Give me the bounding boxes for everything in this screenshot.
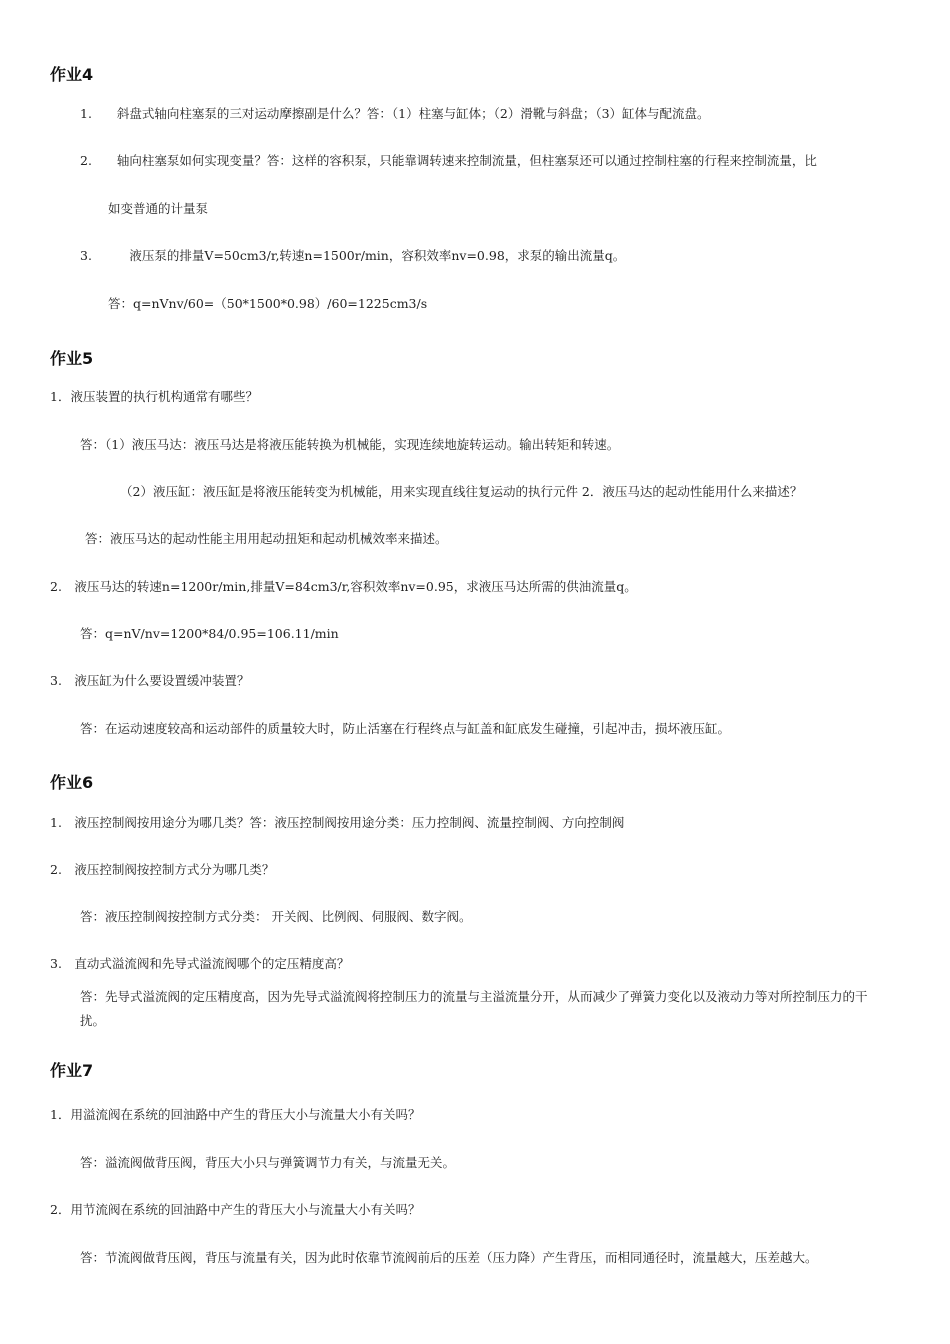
hw4-q2: 2. 轴向柱塞泵如何实现变量？答：这样的容积泵，只能靠调转速来控制流量，但柱塞泵还可以通过控制柱塞的行程来控制流量，比 xyxy=(80,153,817,168)
hw7-q1: 1．用溢流阀在系统的回油路中产生的背压大小与流量大小有关吗？ xyxy=(50,1107,421,1122)
section-title-hw5: 作业5 xyxy=(50,349,94,368)
hw4-q2-cont: 如变普通的计量泵 xyxy=(108,201,209,216)
hw5-q1: 1．液压装置的执行机构通常有哪些？ xyxy=(50,389,258,404)
hw4-q3: 3. 液压泵的排量V=50cm3/r,转速n=1500r/min，容积效率nv=0.98，求泵的输出流量q。 xyxy=(80,248,626,263)
hw5-a1-3: 答：液压马达的起动性能主用用起动扭矩和起动机械效率来描述。 xyxy=(85,531,448,546)
hw5-a1-1: 答：（1）液压马达：液压马达是将液压能转换为机械能，实现连续地旋转运动。输出转矩和转速。 xyxy=(80,437,620,452)
hw6-q1: 1. 液压控制阀按用途分为哪几类？答：液压控制阀按用途分类：压力控制阀、流量控制阀、方向控制阀 xyxy=(50,815,625,830)
hw5-q3: 3. 液压缸为什么要设置缓冲装置？ xyxy=(50,673,250,688)
hw5-a2: 答：q=nV/nv=1200*84/0.95=106.11/min xyxy=(80,626,339,641)
hw7-a1: 答：溢流阀做背压阀，背压大小只与弹簧调节力有关，与流量无关。 xyxy=(80,1155,456,1170)
hw6-q3: 3. 直动式溢流阀和先导式溢流阀哪个的定压精度高？ xyxy=(50,956,350,971)
hw5-q2: 2. 液压马达的转速n=1200r/min,排量V=84cm3/r,容积效率nv=0.95，求液压马达所需的供油流量q。 xyxy=(50,579,637,594)
hw5-a1-2: （2）液压缸：液压缸是将液压能转变为机械能，用来实现直线往复运动的执行元件 2．液压马达的起动性能用什么来描述？ xyxy=(120,484,803,499)
section-title-hw7: 作业7 xyxy=(50,1061,94,1080)
hw6-a3: 答：先导式溢流阀的定压精度高，因为先导式溢流阀将控制压力的流量与主溢流量分开，从而减少了弹簧力变化以及液动力等对所控制压力的干扰。 xyxy=(80,989,868,1028)
hw4-q1: 1. 斜盘式轴向柱塞泵的三对运动摩擦副是什么？答：（1）柱塞与缸体；（2）滑靴与斜盘；（3）缸体与配流盘。 xyxy=(80,106,710,121)
section-title-hw4: 作业4 xyxy=(50,65,94,84)
hw5-a3: 答：在运动速度较高和运动部件的质量较大时，防止活塞在行程终点与缸盖和缸底发生碰撞，引起冲击，损坏液压缸。 xyxy=(80,721,731,736)
hw6-a2: 答：液压控制阀按控制方式分类： 开关阀、比例阀、伺服阀、数字阀。 xyxy=(80,909,472,924)
section-title-hw6: 作业6 xyxy=(50,773,94,792)
hw7-a2: 答：节流阀做背压阀，背压与流量有关，因为此时依靠节流阀前后的压差（压力降）产生背压，而相同通径时，流量越大，压差越大。 xyxy=(80,1250,818,1265)
hw7-q2: 2．用节流阀在系统的回油路中产生的背压大小与流量大小有关吗？ xyxy=(50,1202,421,1217)
hw4-a3: 答：q=nVnv/60=（50*1500*0.98）/60=1225cm3/s xyxy=(108,296,428,311)
hw6-q2: 2. 液压控制阀按控制方式分为哪几类？ xyxy=(50,862,275,877)
